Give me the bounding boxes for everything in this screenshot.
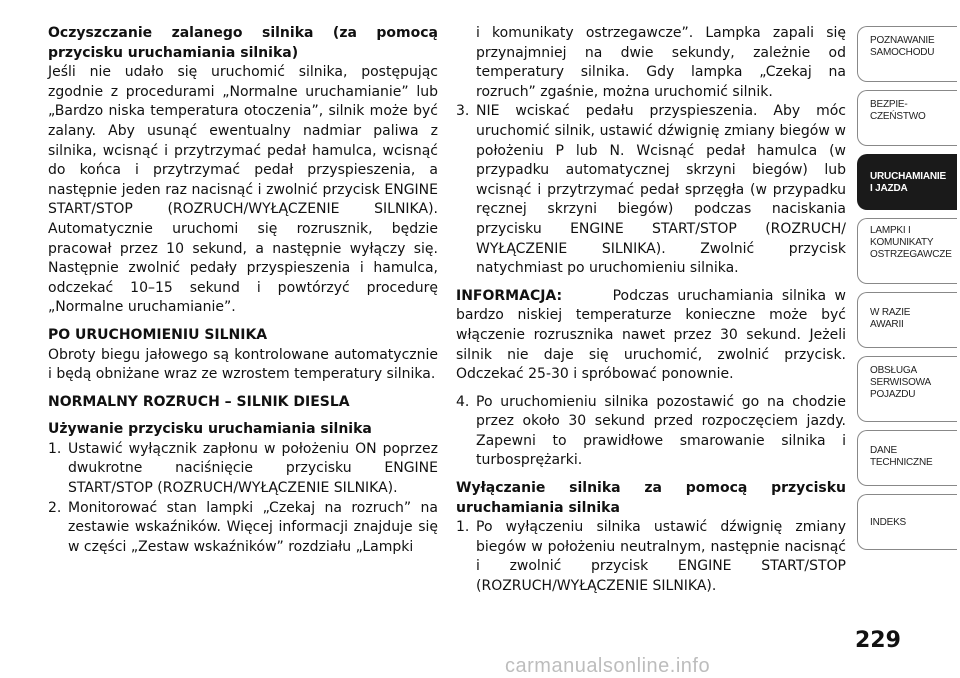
watermark: carmanualsonline.info (505, 655, 711, 677)
heading-start-button: Używanie przycisku uruchamiania silnika (48, 421, 372, 438)
tab-label: TECHNICZNE (870, 457, 933, 468)
left-column (48, 24, 438, 557)
info-label: INFORMACJA: (456, 287, 563, 304)
tab-label: POJAZDU (870, 389, 916, 400)
tab-bezpieczenstwo[interactable] (857, 90, 957, 146)
right-column (456, 24, 846, 597)
tab-label: OSTRZEGAWCZE (870, 249, 952, 260)
list-number: 2. (48, 499, 62, 516)
tab-uruchamianie-i-jazda[interactable] (857, 154, 957, 210)
list-item (456, 102, 846, 278)
heading-after-start: PO URUCHOMIENIU SILNIKA (48, 326, 268, 343)
page-number: 229 (855, 628, 901, 653)
list-number: 1. (456, 519, 470, 536)
list-text: Ustawić wyłącznik zapłonu w położeniu ON poprzez dwukrotne naciśnięcie przycisku ENGINE START/STOP (ROZRUCH/WYŁĄCZENIE SILNIKA). (68, 440, 438, 497)
tab-indeks[interactable] (857, 494, 957, 550)
tab-label: INDEKS (870, 517, 907, 528)
list-item (456, 393, 846, 471)
heading-flooded-engine: Oczyszczanie zalanego silnika (za pomocą przycisku uruchamiania silnika) (48, 25, 438, 61)
tab-lampki-i-komunikaty[interactable] (857, 218, 957, 284)
tab-label: URUCHAMIANIE (870, 171, 946, 182)
tab-label: SERWISOWA (870, 377, 931, 388)
tab-poznawanie-samochodu[interactable] (857, 26, 957, 82)
paragraph-after-start: Obroty biegu jałowego są kontrolowane automatycznie i będą obniżane wraz ze wzrostem temperatury silnika. (48, 346, 438, 383)
tab-label: W RAZIE (870, 307, 911, 318)
list-number: 3. (456, 103, 470, 120)
list-item (456, 518, 846, 596)
list-number: 4. (456, 393, 470, 410)
list-number: 1. (48, 440, 62, 457)
tab-label: OBSŁUGA (870, 365, 917, 376)
info-note (456, 287, 846, 385)
info-text: Podczas uruchamiania silnika w bardzo niskiej temperaturze konieczne może być włączenie rozrusznika nawet przez 30 sekund. Jeżeli silnik nie daje się uruchomić, zwolnić przycisk. Odczekać 25-30 i spróbować ponownie. (456, 287, 846, 383)
list-text: Po wyłączeniu silnika ustawić dźwignię zmiany biegów w położeniu neutralnym, następnie nacisnąć i zwolnić przycisk ENGINE START/STOP (ROZRUCH/WYŁĄCZENIE SILNIKA). (476, 519, 846, 595)
tab-label: SAMOCHODU (870, 47, 935, 58)
tab-label: I JAZDA (870, 183, 908, 194)
chapter-tabs (857, 26, 957, 558)
tab-label: POZNAWANIE (870, 35, 935, 46)
heading-engine-off: Wyłączanie silnika za pomocą przycisku uruchamiania silnika (456, 480, 846, 516)
tab-label: KOMUNIKATY (870, 237, 934, 248)
tab-label: BEZPIE- (870, 99, 908, 110)
heading-diesel-start: NORMALNY ROZRUCH – SILNIK DIESLA (48, 393, 350, 410)
tab-dane-techniczne[interactable] (857, 430, 957, 486)
tab-w-razie-awarii[interactable] (857, 292, 957, 348)
tab-label: LAMPKI I (870, 225, 911, 236)
tab-label: CZEŃSTWO (870, 111, 926, 122)
tab-obsluga-serwisowa[interactable] (857, 356, 957, 422)
list-text: Po uruchomieniu silnika pozostawić go na chodzie przez około 30 sekund przed rozpoczęciem jazdy. Zapewni to prawidłowe smarowanie silnika i turbosprężarki. (476, 393, 846, 469)
list-item (48, 499, 438, 558)
tab-label: DANE (870, 445, 897, 456)
list-continuation: i komunikaty ostrzegawcze”. Lampka zapali się przynajmniej na dwie sekundy, zależnie od temperatury silnika. Gdy lampka „Czekaj na rozruch” zgaśnie, można uruchomić silnik. (476, 25, 846, 100)
list-text: NIE wciskać pedału przyspieszenia. Aby móc uruchomić silnik, ustawić dźwignię zmiany biegów w położeniu P lub N. Wcisnąć pedał hamulca (w przypadku automatycznej skrzyni biegów) lub wcisnąć i przytrzymać pedał sprzęgła (w przypadku ręcznej skrzyni biegów) podczas naciskania przycisku ENGINE START/STOP (ROZRUCH/ WYŁĄCZENIE SILNIKA). Zwolnić przycisk natychmiast po uruchomieniu silnika. (476, 103, 846, 277)
list-text: Monitorować stan lampki „Czekaj na rozruch” na zestawie wskaźników. Więcej informacji znajduje się w części „Zestaw wskaźników” rozdziału „Lampki (68, 499, 438, 555)
list-item (48, 440, 438, 499)
tab-label: AWARII (870, 319, 904, 330)
paragraph-flooded-engine: Jeśli nie udało się uruchomić silnika, postępując zgodnie z procedurami „Normalne uruchamianie” lub „Bardzo niska temperatura otoczenia”, silnik może być zalany. Aby usunąć ewentualny nadmiar paliwa z silnika, wcisnąć i przytrzymać pedał hamulca, wcisnąć do końca i przytrzymać pedał przyspieszenia, a następnie jeden raz nacisnąć i zwolnić przycisk ENGINE START/STOP (ROZRUCH/WYŁĄCZENIE SILNIKA). Automatycznie uruchomi się rozrusznik, będzie pracował przez 10 sekund, a następnie wyłączy się. Następnie zwolnić pedały przyspieszenia i hamulca, odczekać 10–15 sekund i powtórzyć procedurę „Normalne uruchamianie”. (48, 64, 438, 316)
